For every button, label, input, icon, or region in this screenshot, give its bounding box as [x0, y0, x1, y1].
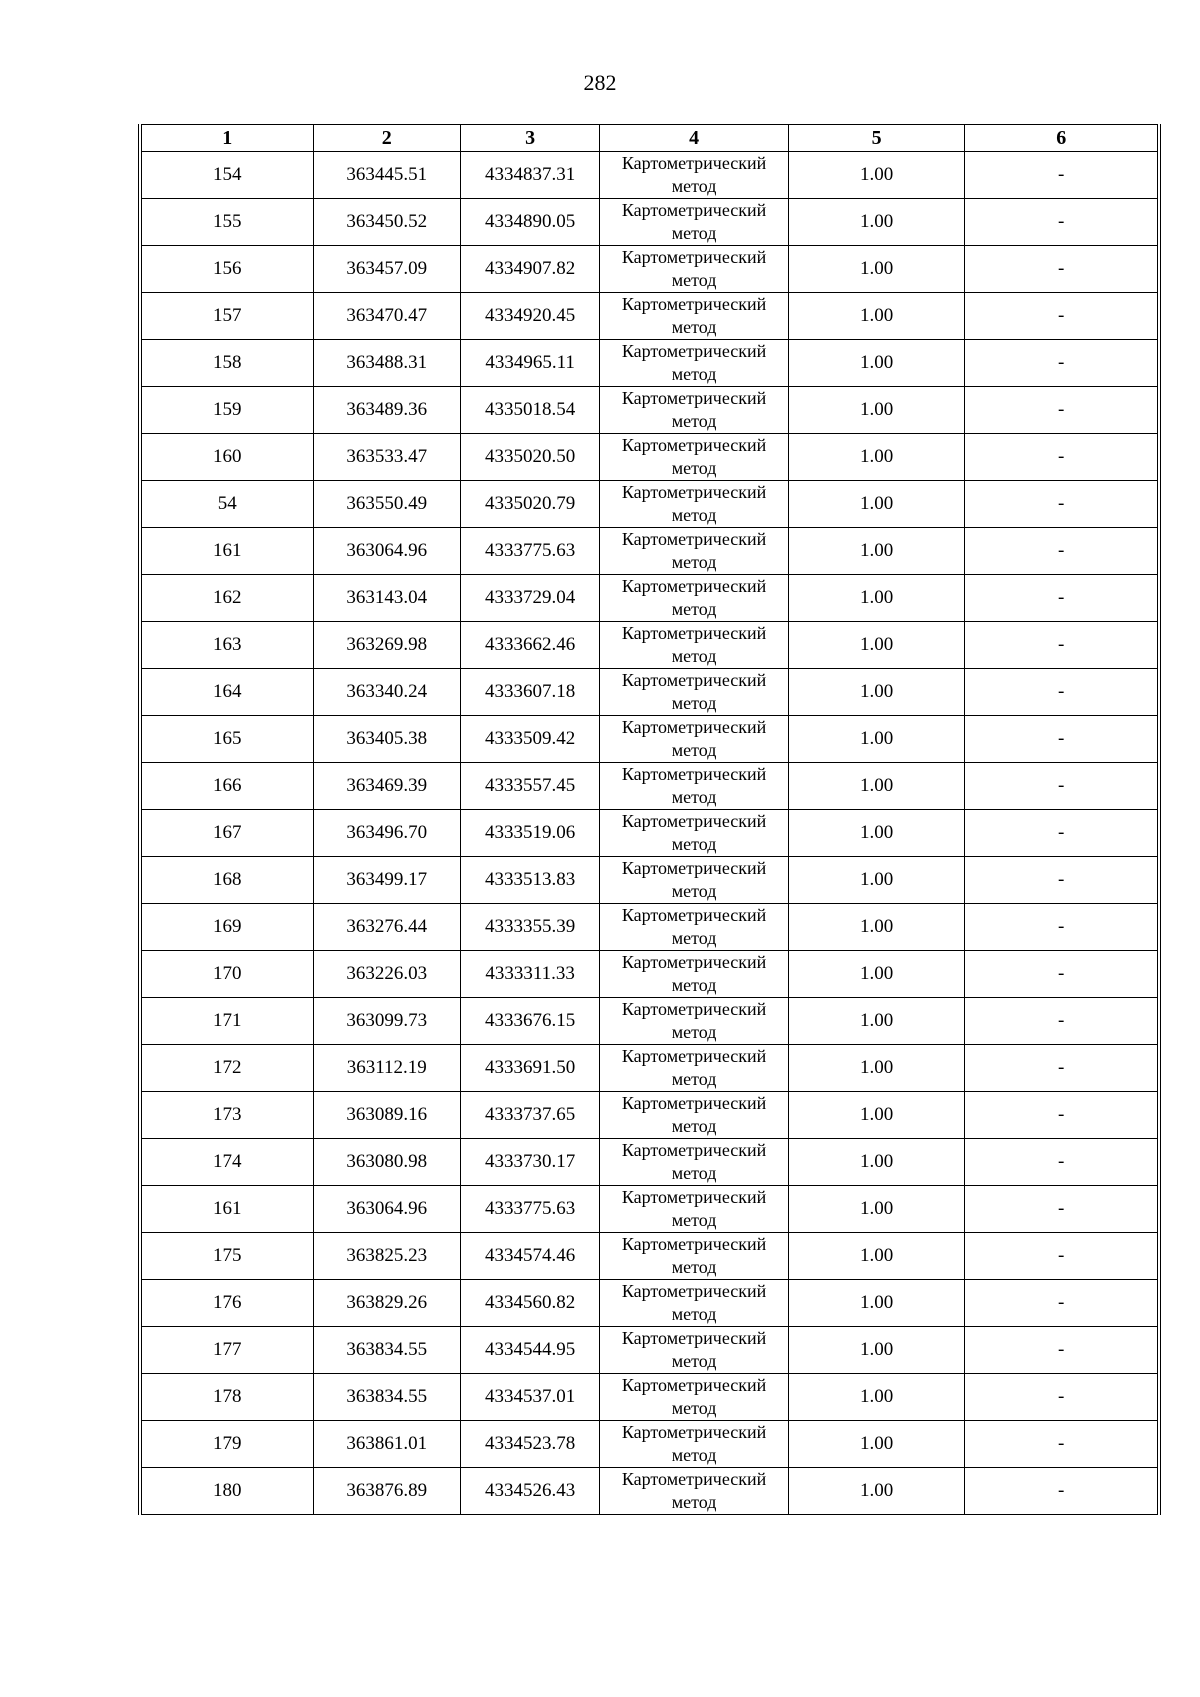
method-cell — [600, 1092, 789, 1139]
description-cell: - — [965, 1374, 1158, 1421]
point-number-cell: 167 — [142, 810, 314, 857]
x-coordinate-cell: 363445.51 — [313, 152, 460, 199]
method-cell — [600, 1045, 789, 1092]
table-row — [142, 293, 1158, 340]
method-line-2: метод — [671, 270, 717, 290]
method-line-2: метод — [671, 364, 717, 384]
method-cell — [600, 763, 789, 810]
point-number-cell: 177 — [142, 1327, 314, 1374]
x-coordinate-cell: 363405.38 — [313, 716, 460, 763]
method-line-2: метод — [671, 458, 717, 478]
method-cell — [600, 1280, 789, 1327]
description-cell: - — [965, 857, 1158, 904]
table-row — [142, 1186, 1158, 1233]
table-row — [142, 152, 1158, 199]
x-coordinate-cell: 363276.44 — [313, 904, 460, 951]
method-line-1: Картометрический — [621, 858, 767, 878]
method-line-2: метод — [671, 1210, 717, 1230]
table-row — [142, 763, 1158, 810]
table-row — [142, 1421, 1158, 1468]
x-coordinate-cell: 363829.26 — [313, 1280, 460, 1327]
method-line-2: метод — [671, 599, 717, 619]
description-cell: - — [965, 763, 1158, 810]
x-coordinate-cell: 363112.19 — [313, 1045, 460, 1092]
point-number-cell: 166 — [142, 763, 314, 810]
table-row — [142, 998, 1158, 1045]
method-line-2: метод — [671, 693, 717, 713]
method-cell — [600, 1233, 789, 1280]
method-cell — [600, 293, 789, 340]
table-row — [142, 340, 1158, 387]
method-cell — [600, 1468, 789, 1515]
method-line-2: метод — [671, 928, 717, 948]
accuracy-cell: 1.00 — [788, 1186, 965, 1233]
table-row — [142, 1280, 1158, 1327]
point-number-cell: 159 — [142, 387, 314, 434]
point-number-cell: 162 — [142, 575, 314, 622]
method-line-2: метод — [671, 787, 717, 807]
method-cell — [600, 575, 789, 622]
method-line-2: метод — [671, 646, 717, 666]
accuracy-cell: 1.00 — [788, 528, 965, 575]
table-row — [142, 716, 1158, 763]
accuracy-cell: 1.00 — [788, 669, 965, 716]
method-cell — [600, 951, 789, 998]
method-line-1: Картометрический — [621, 388, 767, 408]
description-cell: - — [965, 575, 1158, 622]
x-coordinate-cell: 363861.01 — [313, 1421, 460, 1468]
x-coordinate-cell: 363550.49 — [313, 481, 460, 528]
method-cell — [600, 810, 789, 857]
method-line-1: Картометрический — [621, 623, 767, 643]
method-line-1: Картометрический — [621, 294, 767, 314]
accuracy-cell: 1.00 — [788, 763, 965, 810]
y-coordinate-cell: 4333509.42 — [460, 716, 599, 763]
method-line-2: метод — [671, 1116, 717, 1136]
accuracy-cell: 1.00 — [788, 1421, 965, 1468]
description-cell: - — [965, 528, 1158, 575]
accuracy-cell: 1.00 — [788, 1374, 965, 1421]
method-line-1: Картометрический — [621, 717, 767, 737]
method-line-2: метод — [671, 1022, 717, 1042]
method-cell — [600, 387, 789, 434]
method-line-1: Картометрический — [621, 999, 767, 1019]
description-cell: - — [965, 434, 1158, 481]
y-coordinate-cell: 4334537.01 — [460, 1374, 599, 1421]
y-coordinate-cell: 4333737.65 — [460, 1092, 599, 1139]
point-number-cell: 168 — [142, 857, 314, 904]
x-coordinate-cell: 363488.31 — [313, 340, 460, 387]
table-row — [142, 810, 1158, 857]
method-cell — [600, 481, 789, 528]
table-row — [142, 1045, 1158, 1092]
y-coordinate-cell: 4333691.50 — [460, 1045, 599, 1092]
y-coordinate-cell: 4333519.06 — [460, 810, 599, 857]
table-row — [142, 1233, 1158, 1280]
method-cell — [600, 340, 789, 387]
point-number-cell: 173 — [142, 1092, 314, 1139]
table-header-row — [142, 125, 1158, 152]
accuracy-cell: 1.00 — [788, 1327, 965, 1374]
table-body — [142, 152, 1158, 1515]
y-coordinate-cell: 4333662.46 — [460, 622, 599, 669]
accuracy-cell: 1.00 — [788, 810, 965, 857]
accuracy-cell: 1.00 — [788, 293, 965, 340]
method-line-2: метод — [671, 1257, 717, 1277]
method-line-1: Картометрический — [621, 247, 767, 267]
table-row — [142, 387, 1158, 434]
table-row — [142, 951, 1158, 998]
accuracy-cell: 1.00 — [788, 152, 965, 199]
accuracy-cell: 1.00 — [788, 481, 965, 528]
y-coordinate-cell: 4334907.82 — [460, 246, 599, 293]
table-row — [142, 199, 1158, 246]
method-line-2: метод — [671, 505, 717, 525]
x-coordinate-cell: 363269.98 — [313, 622, 460, 669]
description-cell: - — [965, 387, 1158, 434]
y-coordinate-cell: 4334544.95 — [460, 1327, 599, 1374]
y-coordinate-cell: 4333607.18 — [460, 669, 599, 716]
accuracy-cell: 1.00 — [788, 857, 965, 904]
point-number-cell: 156 — [142, 246, 314, 293]
point-number-cell: 161 — [142, 1186, 314, 1233]
accuracy-cell: 1.00 — [788, 1045, 965, 1092]
point-number-cell: 161 — [142, 528, 314, 575]
method-cell — [600, 716, 789, 763]
point-number-cell: 170 — [142, 951, 314, 998]
method-line-1: Картометрический — [621, 576, 767, 596]
point-number-cell: 178 — [142, 1374, 314, 1421]
method-line-1: Картометрический — [621, 482, 767, 502]
description-cell: - — [965, 1045, 1158, 1092]
column-header: 4 — [600, 125, 789, 152]
y-coordinate-cell: 4334560.82 — [460, 1280, 599, 1327]
table-row — [142, 246, 1158, 293]
description-cell: - — [965, 1468, 1158, 1515]
point-number-cell: 163 — [142, 622, 314, 669]
method-line-1: Картометрический — [621, 905, 767, 925]
y-coordinate-cell: 4334965.11 — [460, 340, 599, 387]
description-cell: - — [965, 199, 1158, 246]
description-cell: - — [965, 904, 1158, 951]
x-coordinate-cell: 363099.73 — [313, 998, 460, 1045]
x-coordinate-cell: 363469.39 — [313, 763, 460, 810]
method-line-1: Картометрический — [621, 1046, 767, 1066]
point-number-cell: 164 — [142, 669, 314, 716]
table-row — [142, 1468, 1158, 1515]
column-header: 1 — [142, 125, 314, 152]
method-line-2: метод — [671, 317, 717, 337]
point-number-cell: 165 — [142, 716, 314, 763]
point-number-cell: 155 — [142, 199, 314, 246]
point-number-cell: 172 — [142, 1045, 314, 1092]
x-coordinate-cell: 363064.96 — [313, 1186, 460, 1233]
y-coordinate-cell: 4334574.46 — [460, 1233, 599, 1280]
table-row — [142, 904, 1158, 951]
coordinates-table-frame — [138, 124, 1161, 1515]
y-coordinate-cell: 4333730.17 — [460, 1139, 599, 1186]
y-coordinate-cell: 4335020.79 — [460, 481, 599, 528]
description-cell: - — [965, 1186, 1158, 1233]
x-coordinate-cell: 363825.23 — [313, 1233, 460, 1280]
column-header: 3 — [460, 125, 599, 152]
x-coordinate-cell: 363499.17 — [313, 857, 460, 904]
point-number-cell: 179 — [142, 1421, 314, 1468]
method-line-2: метод — [671, 176, 717, 196]
x-coordinate-cell: 363226.03 — [313, 951, 460, 998]
method-line-1: Картометрический — [621, 811, 767, 831]
point-number-cell: 158 — [142, 340, 314, 387]
description-cell: - — [965, 951, 1158, 998]
method-line-2: метод — [671, 1163, 717, 1183]
method-line-2: метод — [671, 552, 717, 572]
point-number-cell: 175 — [142, 1233, 314, 1280]
method-line-1: Картометрический — [621, 341, 767, 361]
method-cell — [600, 152, 789, 199]
accuracy-cell: 1.00 — [788, 904, 965, 951]
y-coordinate-cell: 4333557.45 — [460, 763, 599, 810]
y-coordinate-cell: 4334920.45 — [460, 293, 599, 340]
method-line-2: метод — [671, 1304, 717, 1324]
method-cell — [600, 904, 789, 951]
x-coordinate-cell: 363496.70 — [313, 810, 460, 857]
method-line-1: Картометрический — [621, 529, 767, 549]
method-cell — [600, 998, 789, 1045]
table-row — [142, 857, 1158, 904]
description-cell: - — [965, 1233, 1158, 1280]
method-line-2: метод — [671, 223, 717, 243]
point-number-cell: 174 — [142, 1139, 314, 1186]
method-line-2: метод — [671, 834, 717, 854]
method-line-1: Картометрический — [621, 200, 767, 220]
x-coordinate-cell: 363064.96 — [313, 528, 460, 575]
point-number-cell: 171 — [142, 998, 314, 1045]
description-cell: - — [965, 246, 1158, 293]
table-row — [142, 434, 1158, 481]
accuracy-cell: 1.00 — [788, 1280, 965, 1327]
method-line-1: Картометрический — [621, 1234, 767, 1254]
method-cell — [600, 1186, 789, 1233]
method-cell — [600, 1421, 789, 1468]
method-cell — [600, 528, 789, 575]
table-row — [142, 669, 1158, 716]
method-line-2: метод — [671, 881, 717, 901]
method-line-2: метод — [671, 1492, 717, 1512]
x-coordinate-cell: 363089.16 — [313, 1092, 460, 1139]
table-row — [142, 528, 1158, 575]
y-coordinate-cell: 4334526.43 — [460, 1468, 599, 1515]
method-line-1: Картометрический — [621, 1469, 767, 1489]
x-coordinate-cell: 363470.47 — [313, 293, 460, 340]
point-number-cell: 154 — [142, 152, 314, 199]
y-coordinate-cell: 4333355.39 — [460, 904, 599, 951]
accuracy-cell: 1.00 — [788, 951, 965, 998]
description-cell: - — [965, 152, 1158, 199]
method-cell — [600, 622, 789, 669]
method-cell — [600, 669, 789, 716]
description-cell: - — [965, 1280, 1158, 1327]
accuracy-cell: 1.00 — [788, 387, 965, 434]
point-number-cell: 54 — [142, 481, 314, 528]
accuracy-cell: 1.00 — [788, 575, 965, 622]
x-coordinate-cell: 363457.09 — [313, 246, 460, 293]
description-cell: - — [965, 716, 1158, 763]
method-line-1: Картометрический — [621, 153, 767, 173]
table-row — [142, 1327, 1158, 1374]
table-row — [142, 481, 1158, 528]
column-header: 6 — [965, 125, 1158, 152]
table-row — [142, 1139, 1158, 1186]
description-cell: - — [965, 1327, 1158, 1374]
x-coordinate-cell: 363834.55 — [313, 1374, 460, 1421]
description-cell: - — [965, 998, 1158, 1045]
point-number-cell: 169 — [142, 904, 314, 951]
accuracy-cell: 1.00 — [788, 246, 965, 293]
accuracy-cell: 1.00 — [788, 1233, 965, 1280]
accuracy-cell: 1.00 — [788, 716, 965, 763]
column-header: 2 — [313, 125, 460, 152]
description-cell: - — [965, 1421, 1158, 1468]
x-coordinate-cell: 363533.47 — [313, 434, 460, 481]
y-coordinate-cell: 4334890.05 — [460, 199, 599, 246]
description-cell: - — [965, 1092, 1158, 1139]
method-line-1: Картометрический — [621, 952, 767, 972]
method-cell — [600, 1327, 789, 1374]
y-coordinate-cell: 4333676.15 — [460, 998, 599, 1045]
x-coordinate-cell: 363450.52 — [313, 199, 460, 246]
y-coordinate-cell: 4333775.63 — [460, 528, 599, 575]
y-coordinate-cell: 4335020.50 — [460, 434, 599, 481]
page-number: 282 — [583, 70, 617, 95]
method-line-1: Картометрический — [621, 1422, 767, 1442]
y-coordinate-cell: 4333311.33 — [460, 951, 599, 998]
x-coordinate-cell: 363876.89 — [313, 1468, 460, 1515]
method-line-1: Картометрический — [621, 1093, 767, 1113]
y-coordinate-cell: 4334523.78 — [460, 1421, 599, 1468]
method-cell — [600, 246, 789, 293]
y-coordinate-cell: 4333513.83 — [460, 857, 599, 904]
method-cell — [600, 1374, 789, 1421]
accuracy-cell: 1.00 — [788, 622, 965, 669]
accuracy-cell: 1.00 — [788, 1092, 965, 1139]
method-line-1: Картометрический — [621, 1328, 767, 1348]
method-cell — [600, 199, 789, 246]
x-coordinate-cell: 363834.55 — [313, 1327, 460, 1374]
method-line-1: Картометрический — [621, 1140, 767, 1160]
table-row — [142, 1374, 1158, 1421]
description-cell: - — [965, 622, 1158, 669]
y-coordinate-cell: 4333775.63 — [460, 1186, 599, 1233]
method-cell — [600, 857, 789, 904]
coordinates-table — [141, 124, 1158, 1515]
description-cell: - — [965, 669, 1158, 716]
accuracy-cell: 1.00 — [788, 998, 965, 1045]
description-cell: - — [965, 481, 1158, 528]
method-line-1: Картометрический — [621, 435, 767, 455]
point-number-cell: 157 — [142, 293, 314, 340]
method-line-2: метод — [671, 740, 717, 760]
method-line-2: метод — [671, 411, 717, 431]
x-coordinate-cell: 363340.24 — [313, 669, 460, 716]
y-coordinate-cell: 4335018.54 — [460, 387, 599, 434]
column-header: 5 — [788, 125, 965, 152]
method-line-2: метод — [671, 1445, 717, 1465]
x-coordinate-cell: 363489.36 — [313, 387, 460, 434]
accuracy-cell: 1.00 — [788, 1468, 965, 1515]
method-cell — [600, 1139, 789, 1186]
accuracy-cell: 1.00 — [788, 199, 965, 246]
method-line-2: метод — [671, 1069, 717, 1089]
method-line-2: метод — [671, 1351, 717, 1371]
y-coordinate-cell: 4333729.04 — [460, 575, 599, 622]
accuracy-cell: 1.00 — [788, 340, 965, 387]
x-coordinate-cell: 363143.04 — [313, 575, 460, 622]
table-row — [142, 1092, 1158, 1139]
accuracy-cell: 1.00 — [788, 1139, 965, 1186]
point-number-cell: 160 — [142, 434, 314, 481]
method-line-1: Картометрический — [621, 764, 767, 784]
table-row — [142, 622, 1158, 669]
table-row — [142, 575, 1158, 622]
accuracy-cell: 1.00 — [788, 434, 965, 481]
x-coordinate-cell: 363080.98 — [313, 1139, 460, 1186]
method-line-1: Картометрический — [621, 1187, 767, 1207]
method-cell — [600, 434, 789, 481]
description-cell: - — [965, 1139, 1158, 1186]
method-line-1: Картометрический — [621, 1375, 767, 1395]
point-number-cell: 180 — [142, 1468, 314, 1515]
description-cell: - — [965, 293, 1158, 340]
point-number-cell: 176 — [142, 1280, 314, 1327]
method-line-1: Картометрический — [621, 670, 767, 690]
description-cell: - — [965, 810, 1158, 857]
method-line-2: метод — [671, 975, 717, 995]
y-coordinate-cell: 4334837.31 — [460, 152, 599, 199]
method-line-1: Картометрический — [621, 1281, 767, 1301]
description-cell: - — [965, 340, 1158, 387]
method-line-2: метод — [671, 1398, 717, 1418]
